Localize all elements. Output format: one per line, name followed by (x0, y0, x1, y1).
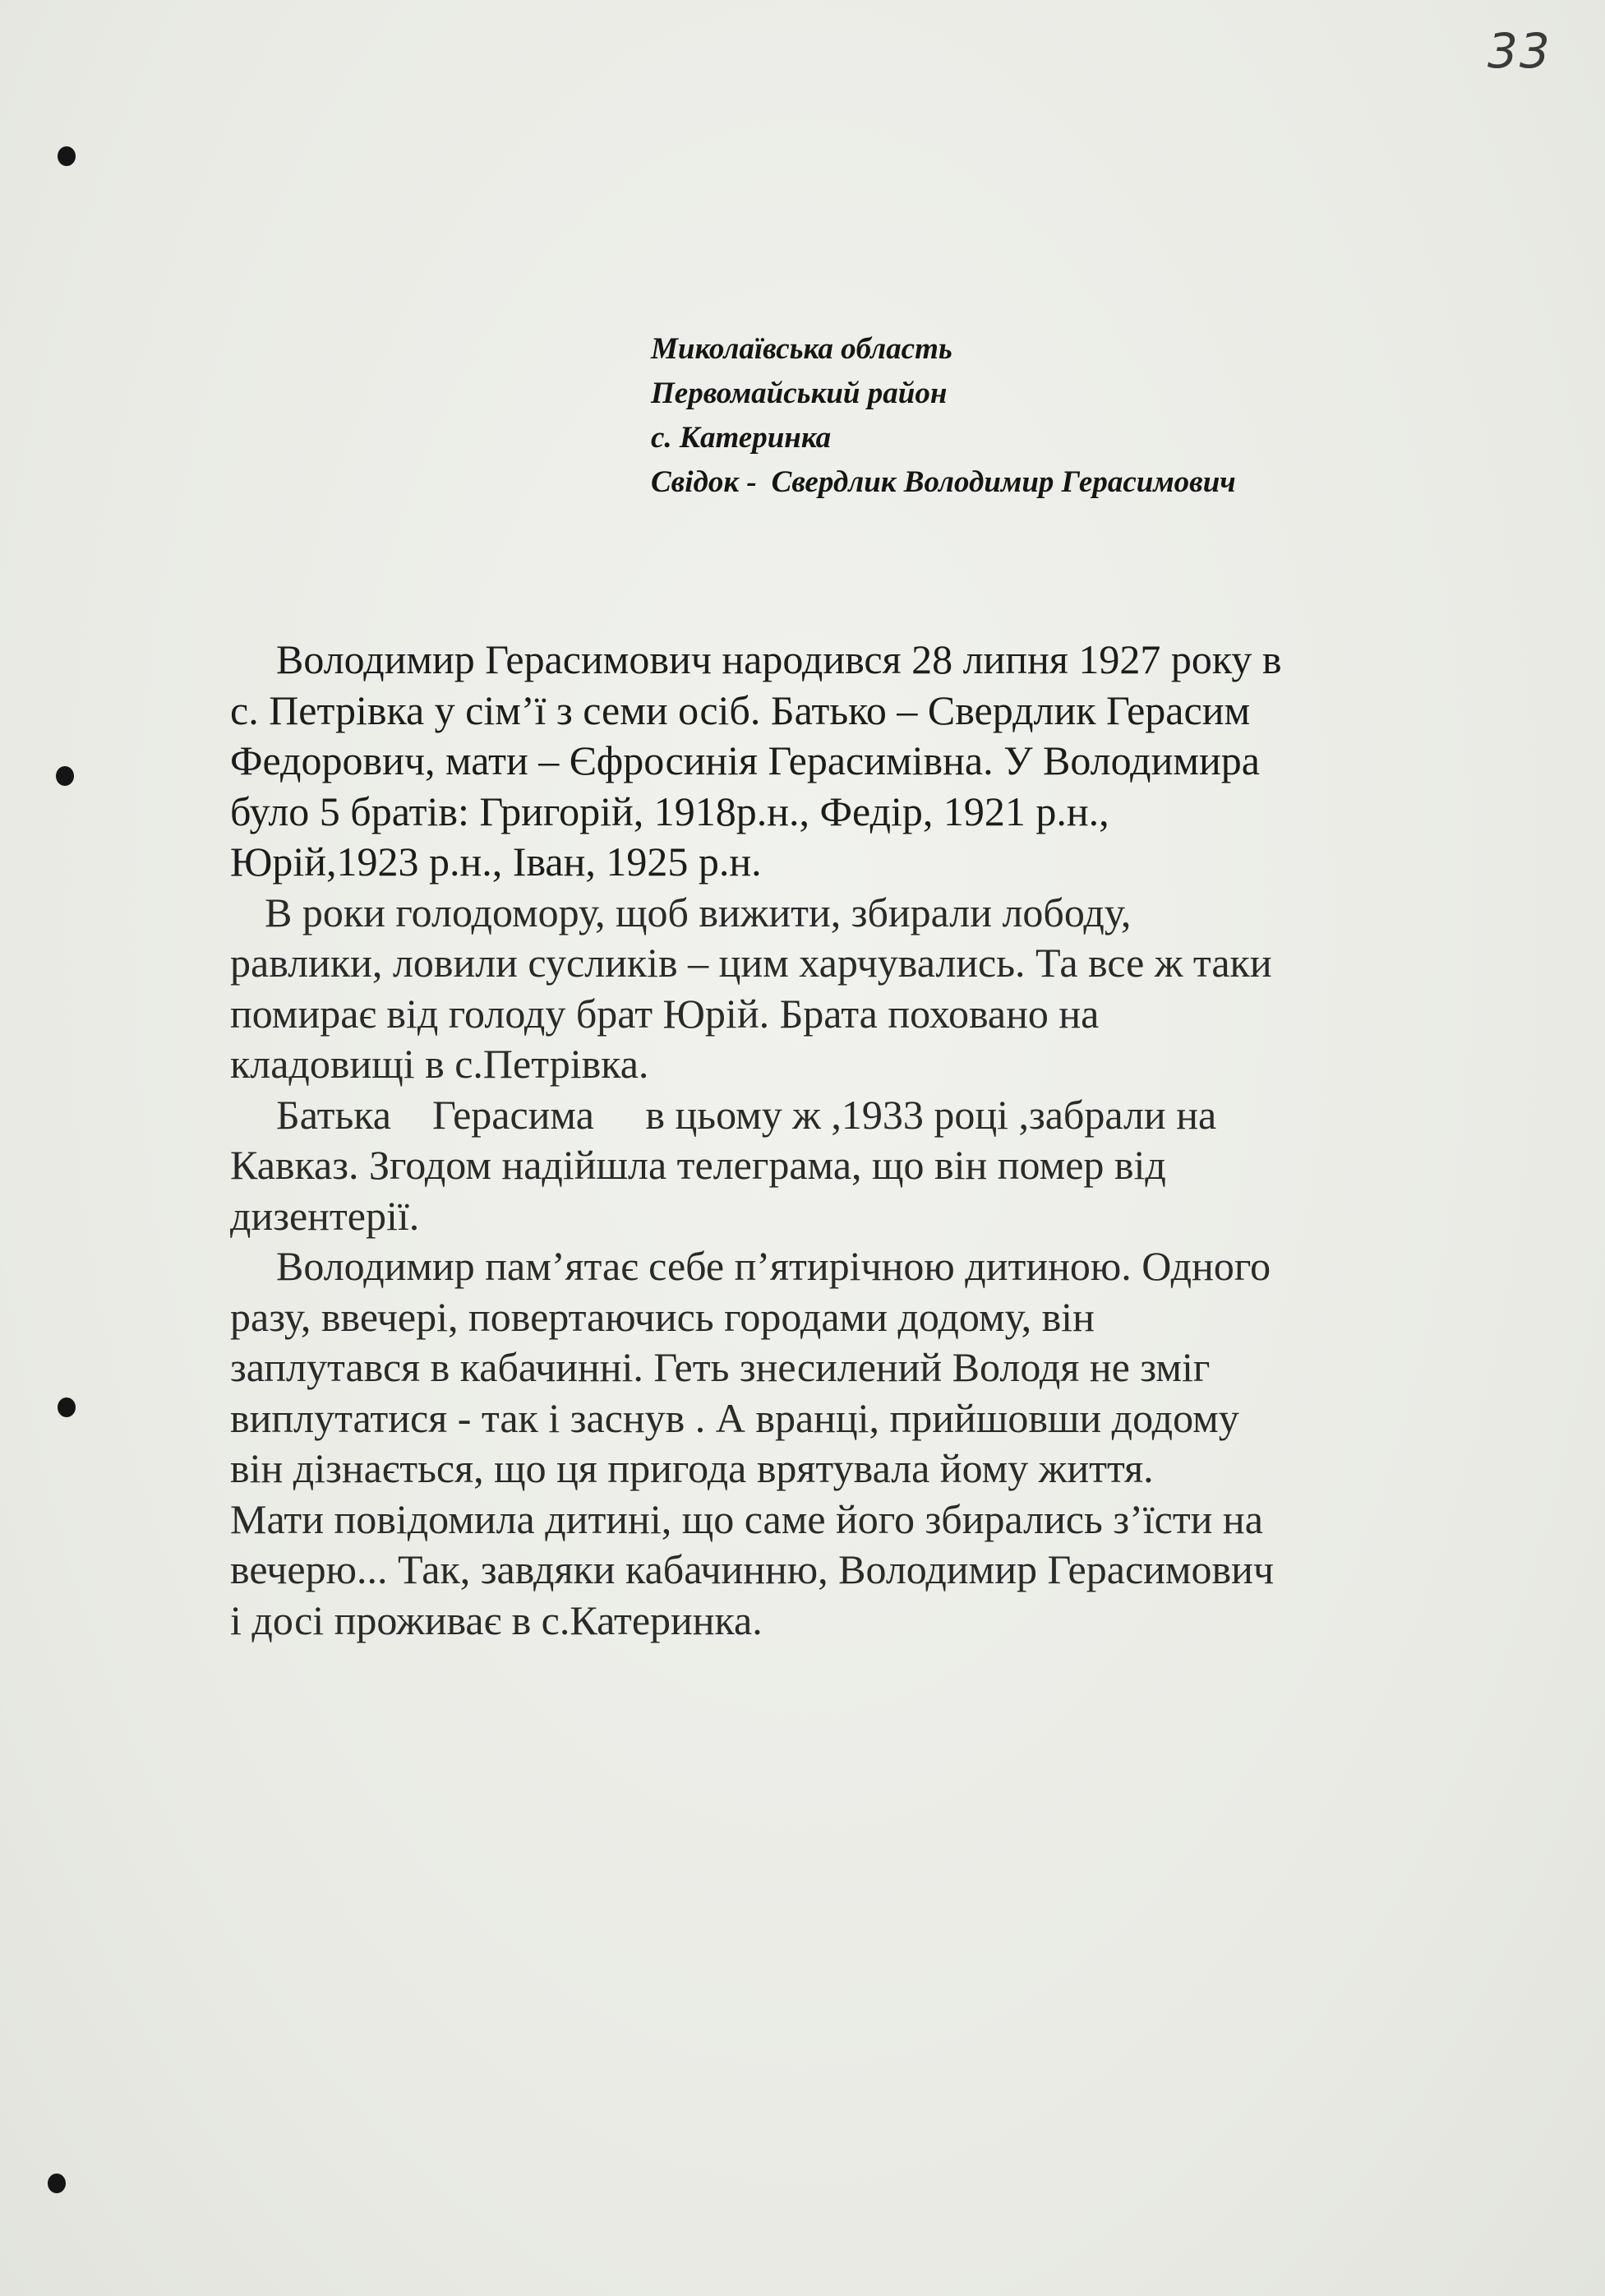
witness-label: Свідок - (651, 465, 757, 499)
testimony-body (230, 635, 1479, 1646)
text-line: і досі проживає в с.Катеринка. (230, 1596, 763, 1643)
text-line: равлики, ловили сусликів – цим харчувались. Та все ж таки (230, 940, 1272, 986)
text-line: Юрій,1923 р.н., Іван, 1925 р.н. (230, 838, 762, 885)
text-line: В роки голодомору, щоб вижити, збирали лободу, (265, 889, 1132, 935)
text-line: було 5 братів: Григорій, 1918р.н., Федір, 1921 р.н., (230, 788, 1109, 834)
page-number: 33 (1487, 23, 1552, 79)
text-line: Федорович, мати – Єфросинія Герасимівна. У Володимира (230, 737, 1260, 783)
text-line: Володимир Герасимович народився 28 липня 1927 року в (276, 636, 1282, 682)
header-region: Миколаївська область (651, 332, 952, 366)
paragraph-2 (230, 888, 1479, 1090)
text-line: Володимир пам’ятає себе п’ятирічною дитиною. Одного (276, 1243, 1271, 1289)
text-line: Кавказ. Згодом надійшла телеграма, що він помер від (230, 1142, 1166, 1188)
text-line: вечерю... Так, завдяки кабачинню, Володимир Герасимович (230, 1546, 1275, 1592)
header-witness (651, 460, 1236, 505)
punch-hole (58, 146, 76, 166)
paragraph-3 (230, 1090, 1479, 1242)
text-line: він дізнається, що ця пригода врятувала йому життя. (230, 1445, 1154, 1491)
text-line: кладовищі в с.Петрівка. (230, 1041, 649, 1087)
text-line: заплутався в кабачинні. Геть знесилений Володя не зміг (230, 1344, 1211, 1390)
text-line: помирає від голоду брат Юрій. Брата поховано на (230, 990, 1100, 1037)
text-line: Батька Герасима в цьому ж ,1933 році ,забрали на (276, 1091, 1217, 1138)
paragraph-1 (230, 635, 1479, 888)
text-line: дизентерії. (230, 1192, 420, 1239)
text-line: Мати повідомила дитині, що саме його збирались з’їсти на (230, 1495, 1263, 1542)
paragraph-4 (230, 1241, 1479, 1646)
header-block (651, 327, 1236, 505)
header-district: Первомайський район (651, 377, 948, 410)
text-line: разу, ввечері, повертаючись городами додому, він (230, 1293, 1095, 1340)
witness-name: Свердлик Володимир Герасимович (771, 465, 1236, 499)
text-line: с. Петрівка у сім’ї з семи осіб. Батько – Свердлик Герасим (230, 686, 1251, 733)
text-line: виплутатися - так і заснув . А вранці, прийшовши додому (230, 1394, 1239, 1441)
punch-hole (56, 766, 74, 786)
punch-hole (58, 1397, 76, 1417)
header-village: с. Катеринка (651, 421, 832, 455)
punch-hole (48, 2174, 66, 2193)
